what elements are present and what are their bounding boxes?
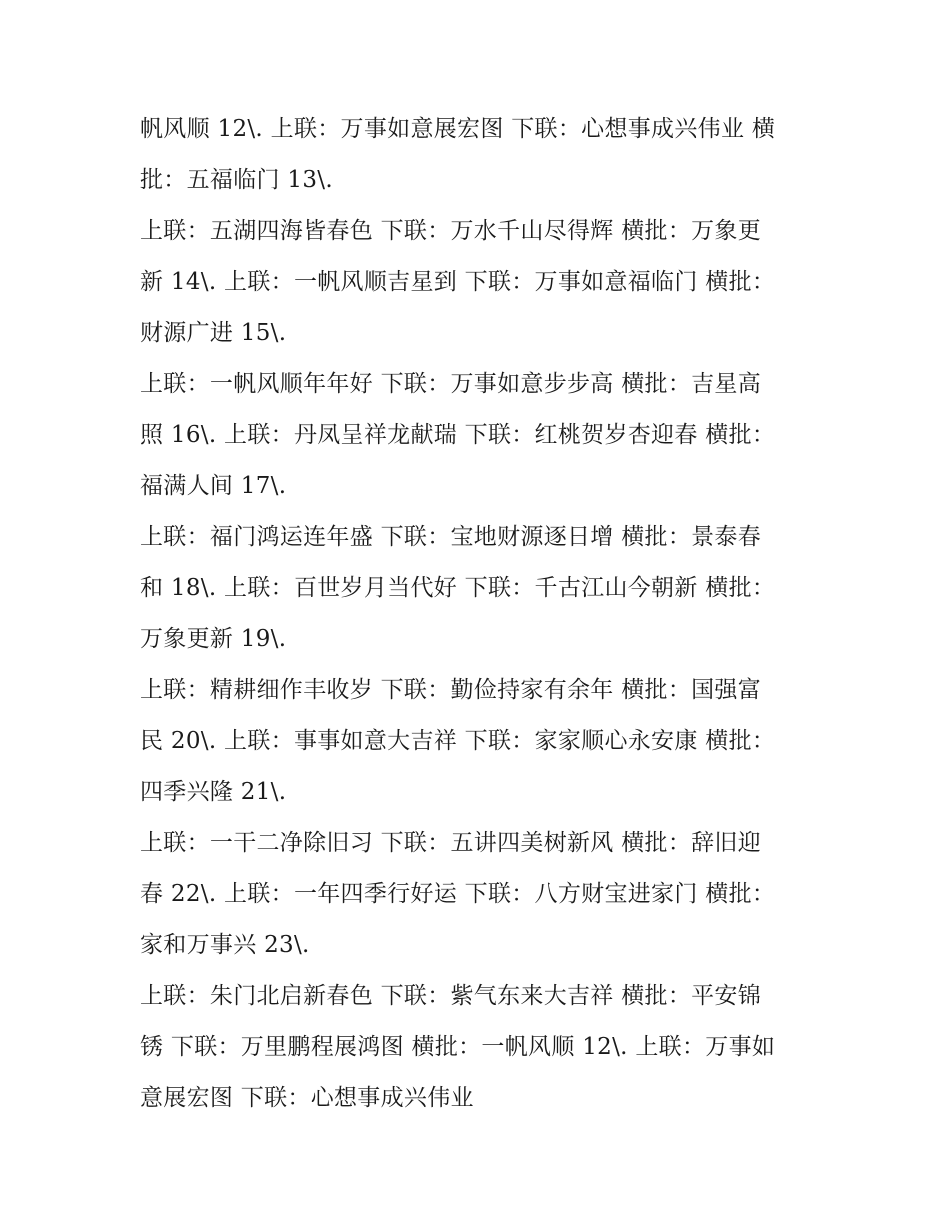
text-line: 家和万事兴 23\. xyxy=(140,932,310,958)
text-line: 上联：五湖四海皆春色 下联：万水千山尽得辉 横批：万象更 xyxy=(140,218,762,244)
text-line: 上联：一干二净除旧习 下联：五讲四美树新风 横批：辞旧迎 xyxy=(140,830,762,856)
text-line: 财源广进 15\. xyxy=(140,320,287,346)
text-line: 民 20\. 上联：事事如意大吉祥 下联：家家顺心永安康 横批： xyxy=(140,728,776,754)
text-line: 照 16\. 上联：丹凤呈祥龙献瑞 下联：红桃贺岁杏迎春 横批： xyxy=(140,422,776,448)
text-line: 上联：福门鸿运连年盛 下联：宝地财源逐日增 横批：景泰春 xyxy=(140,524,762,550)
text-line: 帆风顺 12\. 上联：万事如意展宏图 下联：心想事成兴伟业 横 xyxy=(140,116,776,142)
text-line: 四季兴隆 21\. xyxy=(140,779,287,805)
text-line: 上联：朱门北启新春色 下联：紫气东来大吉祥 横批：平安锦 xyxy=(140,983,762,1009)
text-line: 春 22\. 上联：一年四季行好运 下联：八方财宝进家门 横批： xyxy=(140,881,776,907)
text-line: 上联：一帆风顺年年好 下联：万事如意步步高 横批：吉星高 xyxy=(140,371,762,397)
text-line: 新 14\. 上联：一帆风顺吉星到 下联：万事如意福临门 横批： xyxy=(140,269,776,295)
text-line: 意展宏图 下联：心想事成兴伟业 xyxy=(140,1085,474,1111)
text-line: 和 18\. 上联：百世岁月当代好 下联：千古江山今朝新 横批： xyxy=(140,575,776,601)
text-line: 锈 下联：万里鹏程展鸿图 横批：一帆风顺 12\. 上联：万事如 xyxy=(140,1034,776,1060)
text-line: 福满人间 17\. xyxy=(140,473,287,499)
text-line: 上联：精耕细作丰收岁 下联：勤俭持家有余年 横批：国强富 xyxy=(140,677,762,703)
text-line: 万象更新 19\. xyxy=(140,626,287,652)
text-line: 批：五福临门 13\. xyxy=(140,167,333,193)
document-body xyxy=(140,104,810,1124)
